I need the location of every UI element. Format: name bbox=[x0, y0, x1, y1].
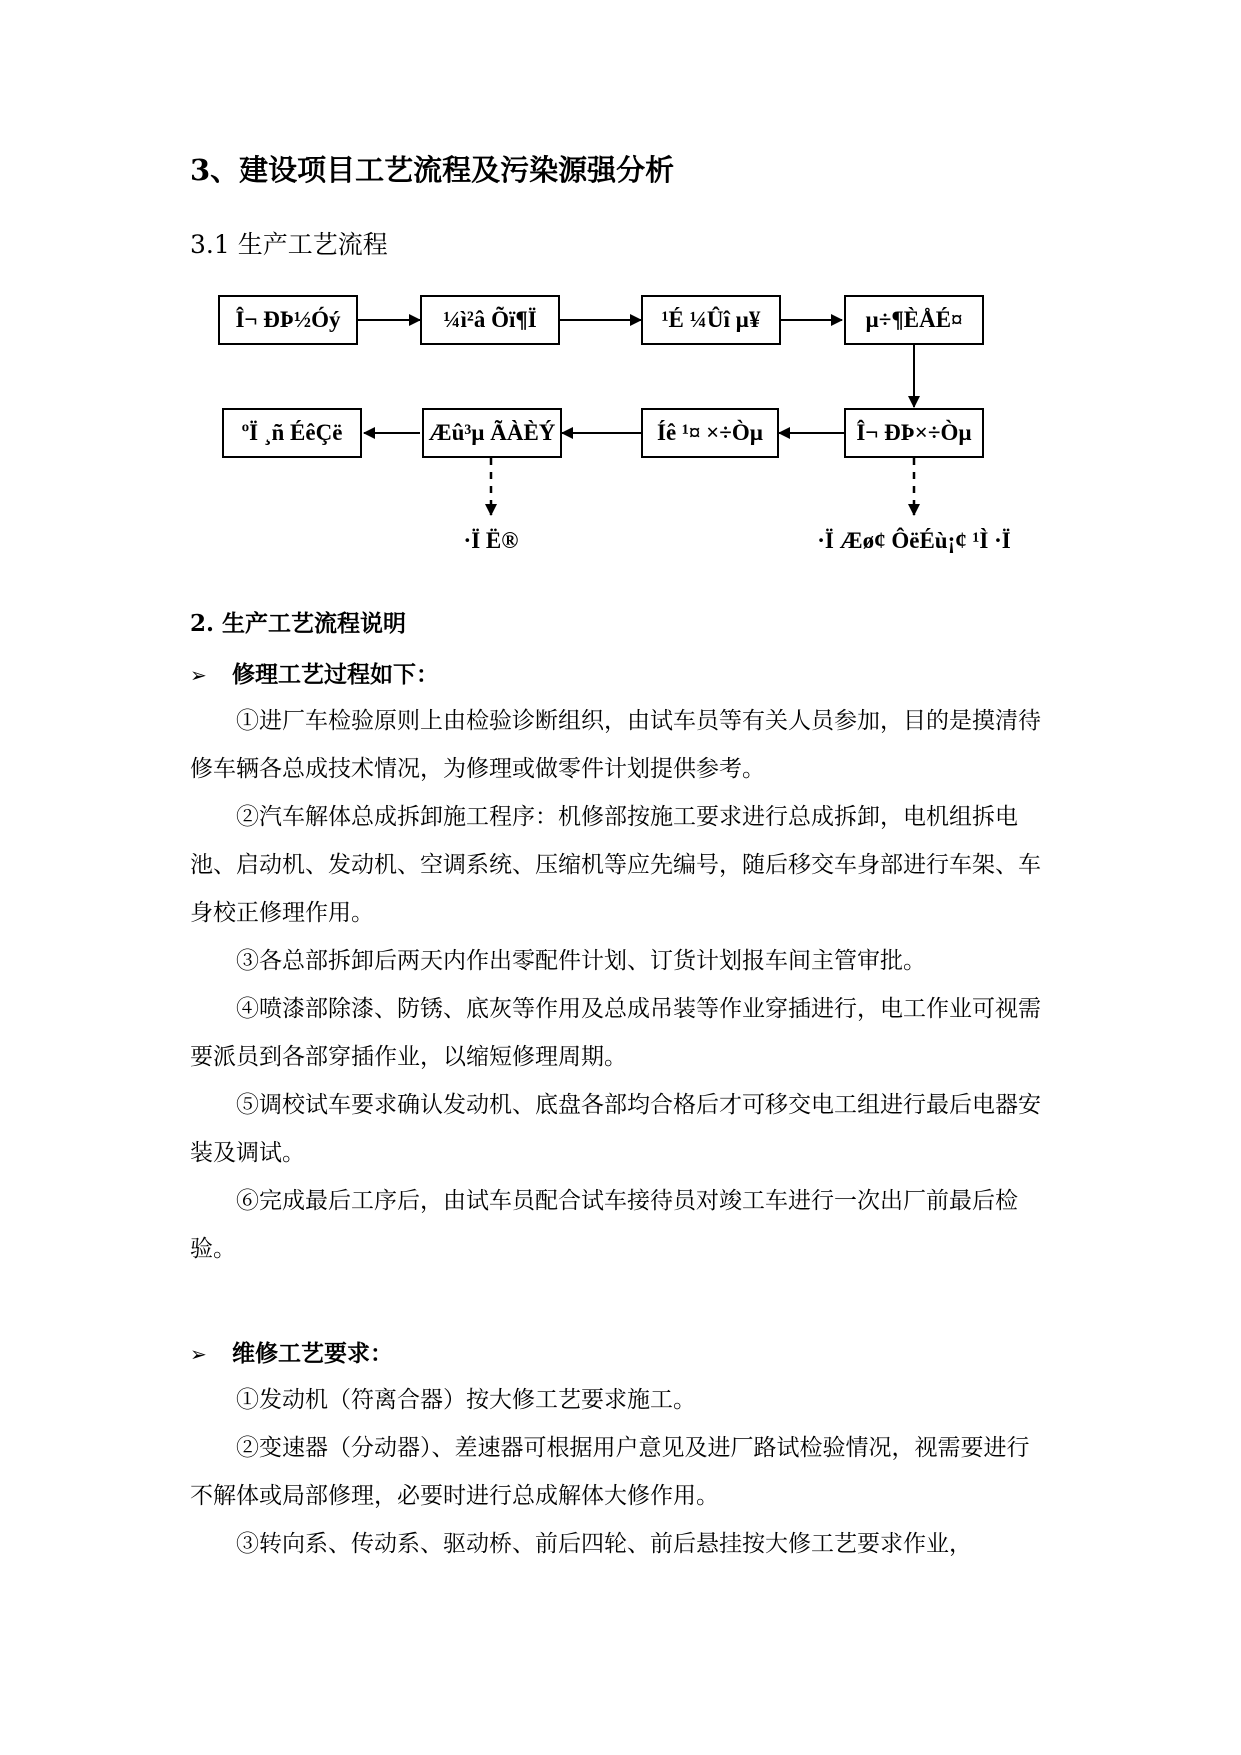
repair-step-5: ⑤调校试车要求确认发动机、底盘各部均合格后才可移交电工组进行最后电器安装及调试。 bbox=[190, 1092, 1041, 1166]
flow-box-7: Æû³µ ÃÀÈÝ bbox=[422, 408, 562, 458]
flow-box-2: ¼ì²â Õï¶Ï bbox=[420, 295, 560, 345]
repair-step-3: ③各总部拆卸后两天内作出零配件计划、订货计划报车间主管审批。 bbox=[236, 948, 926, 974]
flow-output-wastewater: ·Ï Ë® bbox=[463, 528, 519, 553]
page-title: 3、建设项目工艺流程及污染源强分析 bbox=[190, 153, 675, 187]
repair-step-4: ④喷漆部除漆、防锈、底灰等作用及总成吊装等作业穿插进行，电工作业可视需要派员到各部穿插作业，以缩短修理周期。 bbox=[190, 996, 1041, 1070]
bullet-repair-process-label: 修理工艺过程如下： bbox=[232, 661, 439, 688]
flow-box-4: µ÷¶ÈÅÉ¤ bbox=[844, 295, 984, 345]
flow-box-1: Î¬ ÐÞ½Óý bbox=[218, 295, 358, 345]
requirement-1: ①发动机（符离合器）按大修工艺要求施工。 bbox=[236, 1387, 696, 1413]
flowchart-connectors bbox=[0, 0, 1241, 600]
flow-output-emissions: ·Ï Æø¢ ÔëÉù¡¢ ¹Ì ·Ï bbox=[817, 528, 1011, 553]
repair-step-1: ①进厂车检验原则上由检验诊断组织，由试车员等有关人员参加，目的是摸清待修车辆各总成技术情况，为修理或做零件计划提供参考。 bbox=[190, 708, 1041, 782]
bullet-maintenance-requirements bbox=[190, 1335, 393, 1368]
section-subtitle: 3.1 生产工艺流程 bbox=[190, 230, 388, 259]
repair-step-6: ⑥完成最后工序后，由试车员配合试车接待员对竣工车进行一次出厂前最后检验。 bbox=[190, 1188, 1018, 1262]
section-2-title: 2. 生产工艺流程说明 bbox=[190, 610, 407, 637]
flow-box-6: Íê ¹¤ ×÷Òµ bbox=[641, 408, 779, 458]
bullet-repair-process bbox=[190, 656, 439, 689]
flow-box-5: Î¬ ÐÞ×÷Òµ bbox=[844, 408, 984, 458]
bullet-maintenance-requirements-label: 维修工艺要求： bbox=[232, 1340, 393, 1367]
repair-step-2: ②汽车解体总成拆卸施工程序：机修部按施工要求进行总成拆卸，电机组拆电池、启动机、发动机、空调系统、压缩机等应先编号，随后移交车身部进行车架、车身校正修理作用。 bbox=[190, 804, 1041, 926]
flow-box-8: ºÏ ¸ñ ÉêÇë bbox=[222, 408, 362, 458]
bullet-arrow-icon: ➢ bbox=[190, 1342, 207, 1366]
requirement-3: ③转向系、传动系、驱动桥、前后四轮、前后悬挂按大修工艺要求作业， bbox=[236, 1531, 972, 1557]
flow-box-3: ¹É ¼Ûî µ¥ bbox=[641, 295, 781, 345]
requirement-2: ②变速器（分动器）、差速器可根据用户意见及进厂路试检验情况，视需要进行不解体或局部修理，必要时进行总成解体大修作用。 bbox=[190, 1435, 1030, 1509]
bullet-arrow-icon: ➢ bbox=[190, 663, 207, 687]
